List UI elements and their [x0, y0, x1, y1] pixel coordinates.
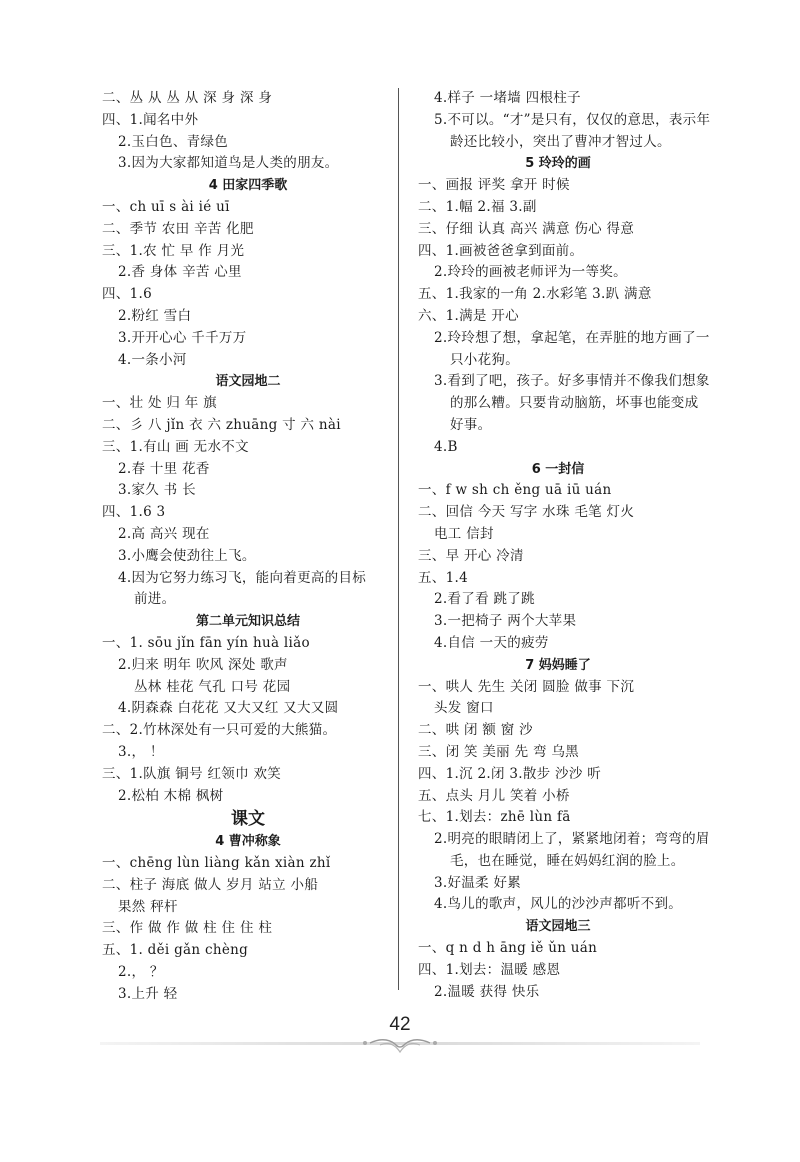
answer-line: 2.明亮的眼睛闭上了，紧紧地闭着；弯弯的眉: [434, 831, 710, 848]
answer-line: 五、1. děi gǎn chèng: [102, 942, 249, 959]
answer-line: 一、q n d h āng iě ǔn uán: [418, 940, 598, 957]
answer-line: 二、2.竹林深处有一只可爱的大熊猫。: [102, 722, 337, 739]
answer-line: 三、早 开心 冷清: [418, 547, 524, 564]
answer-line: 二、丛 从 丛 从 深 身 深 身: [102, 90, 273, 106]
answer-line: 3.家久 书 长: [118, 482, 196, 499]
answer-line: 三、仔细 认真 高兴 满意 伤心 得意: [418, 220, 635, 237]
answer-line: 二、柱子 海底 做人 岁月 站立 小船: [102, 876, 319, 893]
answer-line: 4.鸟儿的歌声，风儿的沙沙声都听不到。: [434, 896, 683, 913]
answer-line: 毛，也在睡觉，睡在妈妈红润的脸上。: [450, 852, 685, 869]
section-heading: 7 妈妈睡了: [525, 657, 591, 673]
answer-line: 2.春 十里 花香: [118, 460, 210, 477]
answer-line: 的那么糟。只要肯动脑筋，坏事也能变成: [450, 395, 699, 412]
answer-line: 2.玲玲的画被老师评为一等奖。: [434, 264, 627, 281]
answer-line: 三、1.农 忙 早 作 月光: [102, 242, 245, 259]
section-heading: 4 田家四季歌: [208, 178, 288, 194]
page-number: 42: [389, 1014, 411, 1035]
answer-line: 三、1.队旗 铜号 红领巾 欢笑: [102, 765, 282, 782]
answer-line: 二、彡 八 jǐn 衣 六 zhuāng 寸 六 nài: [102, 416, 341, 433]
answer-line: 一、f w sh ch ěng uā iū uán: [418, 482, 612, 499]
answer-line: 3.， ！: [118, 743, 164, 760]
answer-line: 电工 信封: [434, 525, 494, 542]
answer-line: 三、作 做 作 做 柱 住 住 柱: [102, 920, 273, 937]
answer-line: 3.上升 轻: [118, 985, 178, 1002]
answer-line: 4.因为它努力练习飞，能向着更高的目标: [118, 569, 367, 586]
section-heading: 语文园地三: [525, 919, 591, 935]
answer-line: 四、1.闻名中外: [102, 111, 199, 128]
answer-line: 前进。: [134, 591, 176, 608]
section-heading: 第二单元知识总结: [195, 614, 300, 630]
answer-line: 二、哄 闭 额 窗 沙: [418, 722, 533, 739]
section-heading: 5 玲玲的画: [525, 156, 591, 172]
answer-line: 4.阴森森 白花花 又大又红 又大又圆: [118, 700, 339, 717]
answer-line: 一、哄人 先生 关闭 圆脸 做事 下沉: [418, 678, 635, 695]
answer-line: 四、1.沉 2.闭 3.散步 沙沙 听: [418, 765, 602, 782]
footer-ornament: [100, 1036, 700, 1058]
answer-line: 2.看了看 跳了跳: [434, 591, 535, 608]
answer-line: 3.因为大家都知道鸟是人类的朋友。: [118, 155, 339, 172]
section-heading: 4 曹冲称象: [215, 834, 281, 850]
answer-line: 3.小鹰会使劲往上飞。: [118, 547, 256, 564]
answer-line: 四、1.6: [102, 286, 152, 303]
answer-line: 2.， ？: [118, 964, 164, 981]
answer-line: 一、ch uī s ài ié uī: [102, 198, 230, 215]
answer-line: 3.好温柔 好累: [434, 874, 522, 891]
answer-line: 4.自信 一天的疲劳: [434, 634, 549, 651]
answer-line: 一、chēng lùn liàng kǎn xiàn zhǐ: [102, 855, 331, 872]
answer-line: 4.B: [434, 438, 458, 455]
answer-line: 4.样子 一堵墙 四根柱子: [434, 90, 581, 106]
answer-line: 四、1.6 3: [102, 504, 166, 521]
answer-line: 五、1.我家的一角 2.水彩笔 3.趴 满意: [418, 286, 652, 303]
answer-line: 2.高 高兴 现在: [118, 525, 210, 542]
answer-line: 5.不可以。“才”是只有，仅仅的意思，表示年: [434, 111, 711, 128]
answer-line: 果然 秤杆: [118, 898, 178, 915]
left-answer-column: [102, 88, 394, 1006]
answer-line: 3.开开心心 千千万万: [118, 329, 247, 346]
answer-line: 四、1.划去：温暖 感恩: [418, 961, 561, 978]
answer-line: 一、1. sōu jǐn fān yín huà liǎo: [102, 634, 310, 651]
answer-line: 一、壮 处 归 年 旗: [102, 395, 217, 412]
answer-line: 三、1.有山 画 无水不文: [102, 438, 249, 455]
column-divider: [398, 88, 399, 990]
answer-line: 二、季节 农田 辛苦 化肥: [102, 220, 254, 237]
answer-line: 头发 窗口: [434, 700, 494, 717]
answer-line: 一、画报 评奖 拿开 时候: [418, 177, 570, 194]
section-heading: 课文: [231, 809, 265, 830]
answer-line: 2.香 身体 辛苦 心里: [118, 264, 242, 281]
answer-line: 3.看到了吧，孩子。好多事情并不像我们想象: [434, 373, 710, 390]
answer-line: 七、1.划去：zhē lùn fā: [418, 809, 571, 826]
answer-line: 2.松柏 木棉 枫树: [118, 787, 224, 804]
answer-line: 好事。: [450, 416, 492, 433]
answer-line: 三、闭 笑 美丽 先 弯 乌黑: [418, 743, 579, 760]
answer-line: 五、点头 月儿 笑着 小桥: [418, 787, 570, 804]
answer-line: 五、1.4: [418, 569, 468, 586]
right-answer-column: [418, 88, 711, 1003]
answer-line: 2.归来 明年 吹风 深处 歌声: [118, 656, 288, 673]
answer-line: 丛林 桂花 气孔 口号 花园: [134, 678, 291, 695]
answer-line: 2.温暖 获得 快乐: [434, 983, 540, 1000]
answer-line: 六、1.满是 开心: [418, 307, 519, 324]
answer-line: 4.一条小河: [118, 351, 187, 368]
answer-line: 2.粉红 雪白: [118, 307, 192, 324]
answer-line: 四、1.画被爸爸拿到面前。: [418, 242, 584, 259]
answer-line: 二、回信 今天 写字 水珠 毛笔 灯火: [418, 504, 635, 521]
answer-line: 2.玉白色、青绿色: [118, 133, 229, 150]
answer-line: 只小花狗。: [450, 351, 519, 368]
section-heading: 语文园地二: [215, 374, 281, 390]
answer-line: 2.玲玲想了想，拿起笔，在弄脏的地方画了一: [434, 329, 710, 346]
answer-line: 3.一把椅子 两个大苹果: [434, 613, 577, 630]
answer-line: 二、1.幅 2.福 3.副: [418, 198, 537, 215]
section-heading: 6 一封信: [531, 461, 585, 477]
answer-line: 龄还比较小，突出了曹冲才智过人。: [450, 133, 671, 150]
